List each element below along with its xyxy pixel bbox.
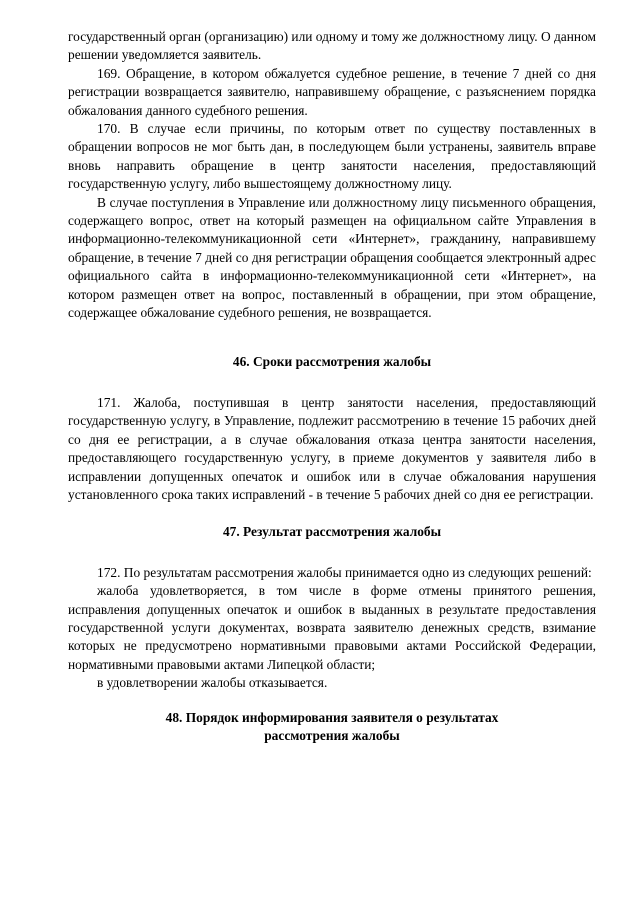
paragraph-172-option-2: в удовлетворении жалобы отказывается. — [97, 675, 328, 691]
paragraph-172-option-1: жалоба удовлетворяется, в том числе в форме отмены принятого решения, исправления допущенных опечаток и ошибок в выданных в результате предоставления государственной услуги документах, возврата заявителю денежных средств, взимание которых не предусмотрено нормативными правовыми актами Российской Федерации, нормативными правовыми актами Липецкой области; — [68, 583, 596, 672]
section-heading-48-line-1: 48. Порядок информирования заявителя о результатах — [165, 709, 499, 725]
document-page — [68, 28, 596, 745]
section-heading-47: 47. Результат рассмотрения жалобы — [222, 524, 442, 540]
paragraph-170-continued: В случае поступления в Управление или должностному лицу письменного обращения, содержащего вопрос, ответ на который размещен на официальном сайте Управления в информационно-телекоммуникационной сети «Интернет», гражданину, направившему обращение, в течение 7 дней со дня регистрации обращения сообщается электронный адрес официального сайта в информационно-телекоммуникационной сети «Интернет», на котором размещен ответ на вопрос, поставленный в обращении, при этом обращение, содержащее обжалование судебного решения, не возвращается. — [68, 194, 596, 321]
paragraph-172: 172. По результатам рассмотрения жалобы принимается одно из следующих решений: — [97, 564, 592, 580]
spacer — [68, 323, 596, 353]
paragraph-169: 169. Обращение, в котором обжалуется судебное решение, в течение 7 дней со дня регистрации возвращается заявителю, направившему обращение, с разъяснением порядка обжалования данного судебного решения. — [68, 65, 596, 118]
paragraph-171: 171. Жалоба, поступившая в центр занятости населения, предоставляющий государственную услугу, в Управление, подлежит рассмотрению в течение 15 рабочих дней со дня ее регистрации, а в случае обжалования отказа центра занятости населения, предоставляющего государственную услугу, в приеме документов у заявителя либо в исправлении допущенных опечаток и ошибок или в случае обжалования нарушения установленного срока таких исправлений - в течение 5 рабочих дней со дня ее регистрации. — [68, 394, 596, 502]
spacer — [68, 504, 596, 523]
paragraph-170: 170. В случае если причины, по которым ответ по существу поставленных в обращении вопросов не мог быть дан, в последующем были устранены, заявитель вправе вновь направить обращение в центр занятости населения, предоставляющий государственную услугу, либо вышестоящему должностному лицу. — [68, 121, 596, 192]
spacer — [68, 371, 596, 394]
spacer — [68, 693, 596, 709]
paragraph-continuation: государственный орган (организацию) или одному и тому же должностному лицу. О данном решении уведомляется заявитель. — [68, 29, 596, 63]
section-heading-48-line-2: рассмотрения жалобы — [264, 728, 400, 743]
section-heading-46: 46. Сроки рассмотрения жалобы — [232, 353, 432, 369]
spacer — [68, 542, 596, 564]
